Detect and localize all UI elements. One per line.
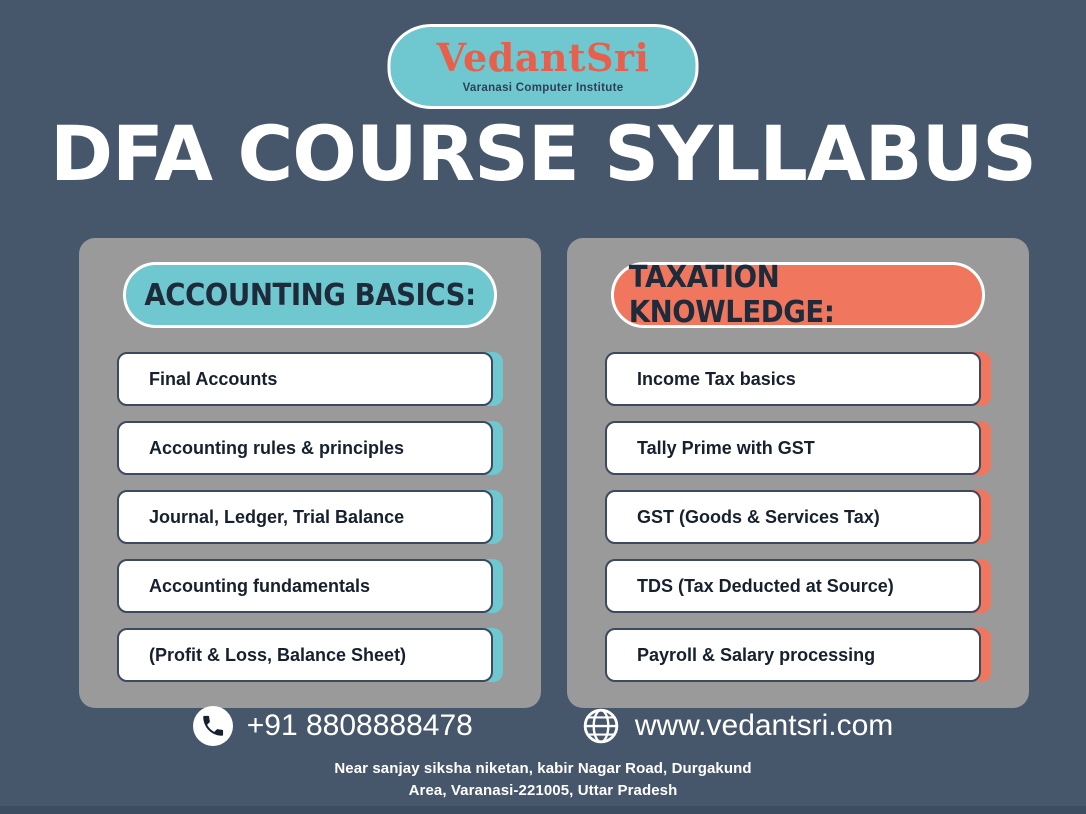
item-label: Journal, Ledger, Trial Balance [149, 506, 405, 527]
list-item[interactable] [605, 490, 991, 544]
bottom-divider [0, 806, 1086, 814]
item-label: Accounting rules & principles [149, 437, 405, 458]
item-label: Income Tax basics [637, 368, 796, 389]
list-item[interactable] [117, 628, 503, 682]
panel-heading-accounting [123, 262, 497, 328]
list-item[interactable] [605, 628, 991, 682]
panel-heading-taxation [611, 262, 985, 328]
address-block [0, 758, 1086, 802]
list-item[interactable] [605, 421, 991, 475]
panel-heading-text: ACCOUNTING BASICS: [144, 277, 476, 313]
list-item[interactable] [605, 559, 991, 613]
item-box [117, 628, 493, 682]
panel-item-list-taxation [567, 352, 1029, 682]
panel-taxation-knowledge [567, 238, 1029, 708]
contact-row [0, 706, 1086, 746]
item-label: TDS (Tax Deducted at Source) [637, 575, 894, 596]
website-url: www.vedantsri.com [634, 709, 894, 742]
item-box [605, 352, 981, 406]
item-label: Accounting fundamentals [149, 575, 371, 596]
item-box [117, 421, 493, 475]
item-box [605, 421, 981, 475]
item-box [605, 559, 981, 613]
item-box [117, 352, 493, 406]
list-item[interactable] [117, 352, 503, 406]
page-title: DFA COURSE SYLLABUS [49, 109, 1037, 198]
brand-logo [388, 24, 699, 109]
item-label: GST (Goods & Services Tax) [637, 506, 880, 527]
item-box [605, 628, 981, 682]
address-line-2: Area, Varanasi-221005, Uttar Pradesh [408, 782, 678, 799]
phone-number: +91 8808888478 [246, 709, 473, 742]
brand-tagline: Varanasi Computer Institute [462, 82, 624, 94]
list-item[interactable] [117, 421, 503, 475]
phone-contact[interactable] [193, 706, 473, 746]
item-label: Tally Prime with GST [637, 437, 815, 458]
item-box [117, 559, 493, 613]
item-box [605, 490, 981, 544]
panel-accounting-basics [79, 238, 541, 708]
item-box [117, 490, 493, 544]
syllabus-panels [79, 238, 1029, 708]
list-item[interactable] [605, 352, 991, 406]
globe-icon [581, 706, 621, 746]
item-label: (Profit & Loss, Balance Sheet) [149, 644, 407, 665]
phone-icon [193, 706, 233, 746]
panel-heading-text: TAXATION KNOWLEDGE: [628, 260, 835, 330]
panel-item-list-accounting [79, 352, 541, 682]
brand-name: VedantSri [436, 35, 650, 80]
list-item[interactable] [117, 490, 503, 544]
item-label: Payroll & Salary processing [637, 644, 876, 665]
list-item[interactable] [117, 559, 503, 613]
website-contact[interactable] [581, 706, 893, 746]
address-line-1: Near sanjay siksha niketan, kabir Nagar Road, Durgakund [334, 760, 752, 777]
item-label: Final Accounts [149, 368, 278, 389]
